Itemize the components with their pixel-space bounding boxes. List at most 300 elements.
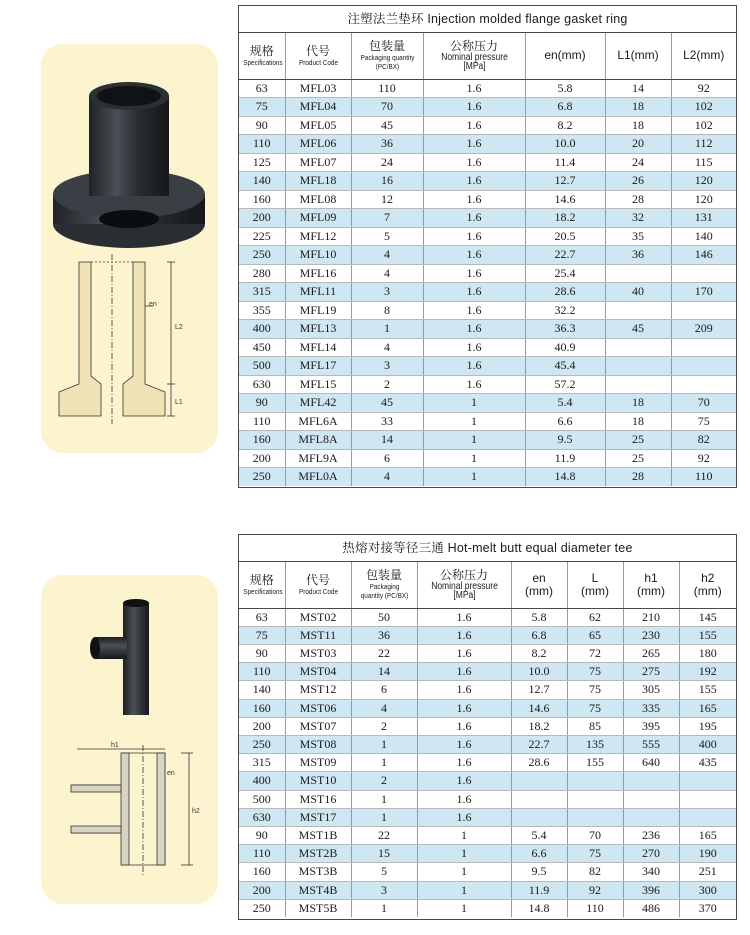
table-cell: 110 [239, 412, 285, 431]
table-row [239, 394, 736, 413]
table-cell: MFL07 [285, 153, 351, 172]
table-cell: 36 [351, 135, 423, 154]
tee-table-body [239, 608, 736, 917]
table-row [239, 717, 736, 735]
col-h2: h2 (mm) [679, 562, 736, 608]
table-row [239, 468, 736, 486]
table-cell: 110 [567, 899, 623, 917]
table-cell: 14.8 [511, 899, 567, 917]
tee-table-title: 热熔对接等径三通 Hot-melt butt equal diameter tee [239, 535, 736, 562]
table-cell: 33 [351, 412, 423, 431]
table-cell: 145 [679, 608, 736, 626]
table-row [239, 608, 736, 626]
table-cell: 396 [623, 881, 679, 899]
flange-table-title: 注塑法兰垫环 Injection molded flange gasket ring [239, 6, 736, 33]
table-cell: 236 [623, 826, 679, 844]
table-cell: 2 [351, 375, 423, 394]
table-cell: 28.6 [525, 283, 605, 302]
table-cell: 160 [239, 431, 285, 450]
flange-product-illustration [41, 44, 218, 453]
table-cell: 3 [351, 881, 417, 899]
table-cell: 92 [671, 79, 736, 98]
table-cell: 18 [605, 412, 671, 431]
table-cell: 115 [671, 153, 736, 172]
table-cell: 1.6 [417, 608, 511, 626]
table-cell: MST11 [285, 626, 351, 644]
table-cell: 9.5 [525, 431, 605, 450]
table-cell: 1 [423, 468, 525, 486]
table-cell: MFL14 [285, 338, 351, 357]
table-cell [567, 772, 623, 790]
table-cell: 7 [351, 209, 423, 228]
table-row [239, 663, 736, 681]
table-cell: 102 [671, 116, 736, 135]
table-cell: 1 [423, 412, 525, 431]
table-cell: 5.4 [525, 394, 605, 413]
table-cell: 11.4 [525, 153, 605, 172]
table-row [239, 209, 736, 228]
table-cell: 25 [605, 449, 671, 468]
col-h1: h1 (mm) [623, 562, 679, 608]
table-row [239, 808, 736, 826]
dim-label-en: en [149, 301, 157, 308]
table-cell: 45.4 [525, 357, 605, 376]
flange-photo [53, 82, 205, 248]
table-cell: 1.6 [417, 717, 511, 735]
table-cell: MFL42 [285, 394, 351, 413]
table-cell: 32 [605, 209, 671, 228]
table-cell: 24 [605, 153, 671, 172]
table-row [239, 863, 736, 881]
table-cell: 110 [239, 663, 285, 681]
table-cell: 90 [239, 116, 285, 135]
table-cell: 18.2 [511, 717, 567, 735]
table-row [239, 449, 736, 468]
dim-label-l1: L1 [175, 399, 183, 406]
table-cell: 57.2 [525, 375, 605, 394]
table-cell: 25.4 [525, 264, 605, 283]
table-cell: 1.6 [423, 116, 525, 135]
table-row [239, 626, 736, 644]
table-cell: 4 [351, 468, 423, 486]
table-cell: 1 [351, 754, 417, 772]
table-cell: 6 [351, 449, 423, 468]
table-cell: 435 [679, 754, 736, 772]
table-cell: MFL0A [285, 468, 351, 486]
table-cell: 300 [679, 881, 736, 899]
table-cell: 1.6 [423, 301, 525, 320]
table-cell: 1 [423, 449, 525, 468]
table-cell: 3 [351, 283, 423, 302]
col-pressure: 公称压力 Nominal pressure [MPa] [423, 33, 525, 79]
table-row [239, 338, 736, 357]
table-cell: 24 [351, 153, 423, 172]
table-cell: 155 [679, 626, 736, 644]
table-row [239, 357, 736, 376]
tee-header-row [239, 562, 736, 608]
table-cell: 305 [623, 681, 679, 699]
flange-header-row [239, 33, 736, 79]
table-row [239, 431, 736, 450]
table-cell: 555 [623, 735, 679, 753]
table-cell: 75 [567, 699, 623, 717]
table-cell: 1 [423, 431, 525, 450]
col-code: 代号 Product Code [285, 562, 351, 608]
table-cell [605, 375, 671, 394]
table-cell: 1.6 [423, 190, 525, 209]
table-cell: MFL13 [285, 320, 351, 339]
table-cell: 28 [605, 190, 671, 209]
table-cell: 10.0 [511, 663, 567, 681]
table-row [239, 301, 736, 320]
table-row [239, 699, 736, 717]
table-cell: 92 [671, 449, 736, 468]
table-cell: 92 [567, 881, 623, 899]
table-cell: 1 [351, 320, 423, 339]
table-cell: 12 [351, 190, 423, 209]
table-cell: 20.5 [525, 227, 605, 246]
table-cell: MST17 [285, 808, 351, 826]
table-cell [671, 264, 736, 283]
table-cell: 18 [605, 394, 671, 413]
table-cell: 22 [351, 644, 417, 662]
table-cell: 8.2 [525, 116, 605, 135]
table-cell: 1 [351, 735, 417, 753]
col-en: en(mm) [525, 33, 605, 79]
table-cell: 192 [679, 663, 736, 681]
table-cell: 195 [679, 717, 736, 735]
table-cell: MFL16 [285, 264, 351, 283]
table-cell: 32.2 [525, 301, 605, 320]
table-cell [679, 772, 736, 790]
table-cell: MFL9A [285, 449, 351, 468]
table-cell: 25 [605, 431, 671, 450]
table-cell: MFL19 [285, 301, 351, 320]
table-cell: 1.6 [417, 808, 511, 826]
table-cell: 630 [239, 808, 285, 826]
table-cell: 250 [239, 735, 285, 753]
table-cell: 335 [623, 699, 679, 717]
table-cell: 370 [698, 900, 717, 915]
table-cell: 75 [239, 98, 285, 117]
table-cell: 500 [239, 357, 285, 376]
table-row [239, 754, 736, 772]
table-cell: 1.6 [423, 209, 525, 228]
table-cell: 1.6 [423, 246, 525, 265]
table-cell: 1 [423, 394, 525, 413]
col-l: L (mm) [567, 562, 623, 608]
table-cell: 250 [239, 246, 285, 265]
table-cell: 2 [351, 717, 417, 735]
table-cell [605, 338, 671, 357]
table-cell: 14.6 [525, 190, 605, 209]
table-cell: 40 [605, 283, 671, 302]
table-cell: MFL17 [285, 357, 351, 376]
dim-label-l2: L2 [175, 324, 183, 331]
table-cell: 1 [417, 863, 511, 881]
table-cell: 12.7 [525, 172, 605, 191]
table-cell: MST16 [285, 790, 351, 808]
table-row [239, 246, 736, 265]
table-row [239, 320, 736, 339]
flange-table-body [239, 79, 736, 486]
table-cell: 36.3 [525, 320, 605, 339]
table-cell: 63 [239, 608, 285, 626]
table-cell: MST08 [285, 735, 351, 753]
table-cell: 1.6 [423, 79, 525, 98]
table-cell [605, 357, 671, 376]
table-cell [623, 808, 679, 826]
table-cell: 1.6 [417, 772, 511, 790]
table-cell: MFL18 [285, 172, 351, 191]
table-cell: 85 [567, 717, 623, 735]
table-cell: 65 [567, 626, 623, 644]
flange-section-drawing [59, 254, 175, 424]
table-cell: 160 [239, 863, 285, 881]
table-cell: 1.6 [423, 338, 525, 357]
table-cell [671, 301, 736, 320]
table-row [239, 98, 736, 117]
table-row [239, 190, 736, 209]
table-cell: 75 [567, 845, 623, 863]
table-cell: 11.9 [525, 449, 605, 468]
table-row [239, 264, 736, 283]
table-row [239, 116, 736, 135]
table-cell: 45 [351, 116, 423, 135]
table-cell: 4 [351, 338, 423, 357]
table-cell: 15 [351, 845, 417, 863]
table-cell: 200 [239, 717, 285, 735]
table-row [239, 135, 736, 154]
table-cell: 4 [351, 246, 423, 265]
table-cell: 140 [239, 172, 285, 191]
table-cell: MST04 [285, 663, 351, 681]
table-cell: 1.6 [417, 699, 511, 717]
table-cell: MST06 [285, 699, 351, 717]
table-cell: 110 [239, 135, 285, 154]
table-cell: 90 [239, 394, 285, 413]
table-cell: 1.6 [417, 681, 511, 699]
table-cell: 75 [567, 681, 623, 699]
table-cell: 315 [239, 283, 285, 302]
table-cell: 131 [671, 209, 736, 228]
table-cell: 250 [239, 899, 285, 917]
table-row [239, 899, 736, 917]
table-cell: 225 [239, 227, 285, 246]
table-cell: 120 [671, 172, 736, 191]
table-cell: 75 [671, 412, 736, 431]
table-cell: 395 [623, 717, 679, 735]
table-cell: 82 [567, 863, 623, 881]
table-cell: 155 [679, 681, 736, 699]
col-code: 代号 Product Code [285, 33, 351, 79]
col-spec: 规格 Specifications [239, 33, 285, 79]
table-cell: 170 [671, 283, 736, 302]
table-cell: 1.6 [423, 172, 525, 191]
table-cell: 270 [623, 845, 679, 863]
table-cell: 50 [351, 608, 417, 626]
table-cell: MST03 [285, 644, 351, 662]
table-cell: 8 [351, 301, 423, 320]
table-cell [511, 808, 567, 826]
table-cell: 14 [605, 79, 671, 98]
table-cell: 120 [671, 190, 736, 209]
table-cell: 16 [351, 172, 423, 191]
col-packaging: 包装量 Packaging quantity (PC/BX) [351, 562, 417, 608]
table-cell: 75 [239, 626, 285, 644]
flange-spec-table [238, 5, 737, 488]
table-cell: 165 [679, 699, 736, 717]
table-cell: MST07 [285, 717, 351, 735]
table-row [239, 412, 736, 431]
table-cell: 28.6 [511, 754, 567, 772]
table-cell: 18 [605, 116, 671, 135]
col-pressure: 公称压力 Nominal pressure [MPa] [417, 562, 511, 608]
table-cell: 70 [671, 394, 736, 413]
table-cell: 12.7 [511, 681, 567, 699]
table-cell: 1 [417, 826, 511, 844]
table-row [239, 283, 736, 302]
tee-product-panel [41, 575, 218, 904]
table-row [239, 845, 736, 863]
table-cell: MFL6A [285, 412, 351, 431]
table-cell: 36 [605, 246, 671, 265]
table-row [239, 881, 736, 899]
table-cell [605, 264, 671, 283]
col-l2: L2(mm) [671, 33, 736, 79]
table-cell: 230 [623, 626, 679, 644]
table-cell: MST12 [285, 681, 351, 699]
table-cell: 1 [417, 881, 511, 899]
table-cell: 36 [351, 626, 417, 644]
table-cell: 72 [567, 644, 623, 662]
table-cell: MFL05 [285, 116, 351, 135]
table-cell: 1.6 [423, 357, 525, 376]
table-cell: 5.4 [511, 826, 567, 844]
table-cell: MFL8A [285, 431, 351, 450]
table-cell [511, 772, 567, 790]
table-cell: 1 [351, 808, 417, 826]
table-cell: 62 [567, 608, 623, 626]
table-cell: 1 [351, 899, 417, 917]
table-row [239, 826, 736, 844]
table-cell: 355 [239, 301, 285, 320]
table-cell [679, 790, 736, 808]
table-cell: 40.9 [525, 338, 605, 357]
table-cell: 1.6 [423, 320, 525, 339]
table-cell: 110 [671, 468, 736, 486]
table-row [239, 79, 736, 98]
col-spec: 规格 Specifications [239, 562, 285, 608]
table-cell: 275 [623, 663, 679, 681]
table-cell: 1.6 [423, 264, 525, 283]
table-cell [567, 790, 623, 808]
table-cell: 5.8 [511, 608, 567, 626]
table-cell [671, 375, 736, 394]
table-cell: 340 [623, 863, 679, 881]
table-cell: 45 [605, 320, 671, 339]
table-cell: 1.6 [417, 626, 511, 644]
table-cell: 630 [239, 375, 285, 394]
tee-photo [90, 599, 149, 715]
table-cell: 400 [679, 735, 736, 753]
table-cell: 1.6 [423, 227, 525, 246]
table-cell: 400 [239, 320, 285, 339]
table-cell [671, 338, 736, 357]
table-cell [511, 790, 567, 808]
table-cell: 6 [351, 681, 417, 699]
table-cell: 102 [671, 98, 736, 117]
table-cell: 18.2 [525, 209, 605, 228]
table-row [239, 681, 736, 699]
col-l1: L1(mm) [605, 33, 671, 79]
table-cell: 4 [351, 699, 417, 717]
table-cell: 10.0 [525, 135, 605, 154]
table-cell: 20 [605, 135, 671, 154]
table-cell: 200 [239, 881, 285, 899]
table-cell: MFL03 [285, 79, 351, 98]
tee-product-illustration [41, 575, 218, 904]
table-cell: 110 [351, 79, 423, 98]
table-cell: 1.6 [417, 735, 511, 753]
table-row [239, 772, 736, 790]
table-cell: MST5B [285, 899, 351, 917]
table-cell: MFL06 [285, 135, 351, 154]
table-cell: 35 [605, 227, 671, 246]
col-en: en (mm) [511, 562, 567, 608]
table-row [239, 227, 736, 246]
table-cell: MST02 [285, 608, 351, 626]
table-cell: 70 [351, 98, 423, 117]
table-cell: 200 [239, 209, 285, 228]
table-cell: 1.6 [417, 790, 511, 808]
flange-product-panel [41, 44, 218, 453]
table-cell: 140 [671, 227, 736, 246]
table-cell: 146 [671, 246, 736, 265]
table-cell: 22.7 [525, 246, 605, 265]
table-cell: 1.6 [423, 98, 525, 117]
table-cell: 5 [351, 227, 423, 246]
table-cell: 200 [239, 449, 285, 468]
table-cell: 1.6 [417, 663, 511, 681]
table-cell: 1.6 [423, 153, 525, 172]
table-row [239, 172, 736, 191]
table-cell: 640 [623, 754, 679, 772]
table-cell: 400 [239, 772, 285, 790]
table-cell: 190 [679, 845, 736, 863]
table-cell: 82 [671, 431, 736, 450]
table-cell: 250 [239, 468, 285, 486]
table-cell [567, 808, 623, 826]
table-cell: 450 [239, 338, 285, 357]
table-cell: 14.8 [525, 468, 605, 486]
dim-label-h2: h2 [192, 808, 200, 815]
table-cell: 18 [605, 98, 671, 117]
table-cell: 90 [239, 644, 285, 662]
table-cell: 14.6 [511, 699, 567, 717]
table-cell: 112 [671, 135, 736, 154]
table-cell: 1.6 [423, 375, 525, 394]
table-cell: 5 [351, 863, 417, 881]
table-cell: 26 [605, 172, 671, 191]
table-cell: 1 [351, 790, 417, 808]
table-cell: 155 [567, 754, 623, 772]
table-cell: MST2B [285, 845, 351, 863]
table-cell: 2 [351, 772, 417, 790]
tee-section-drawing [71, 745, 193, 875]
table-cell: 14 [351, 431, 423, 450]
table-cell: 1.6 [423, 135, 525, 154]
